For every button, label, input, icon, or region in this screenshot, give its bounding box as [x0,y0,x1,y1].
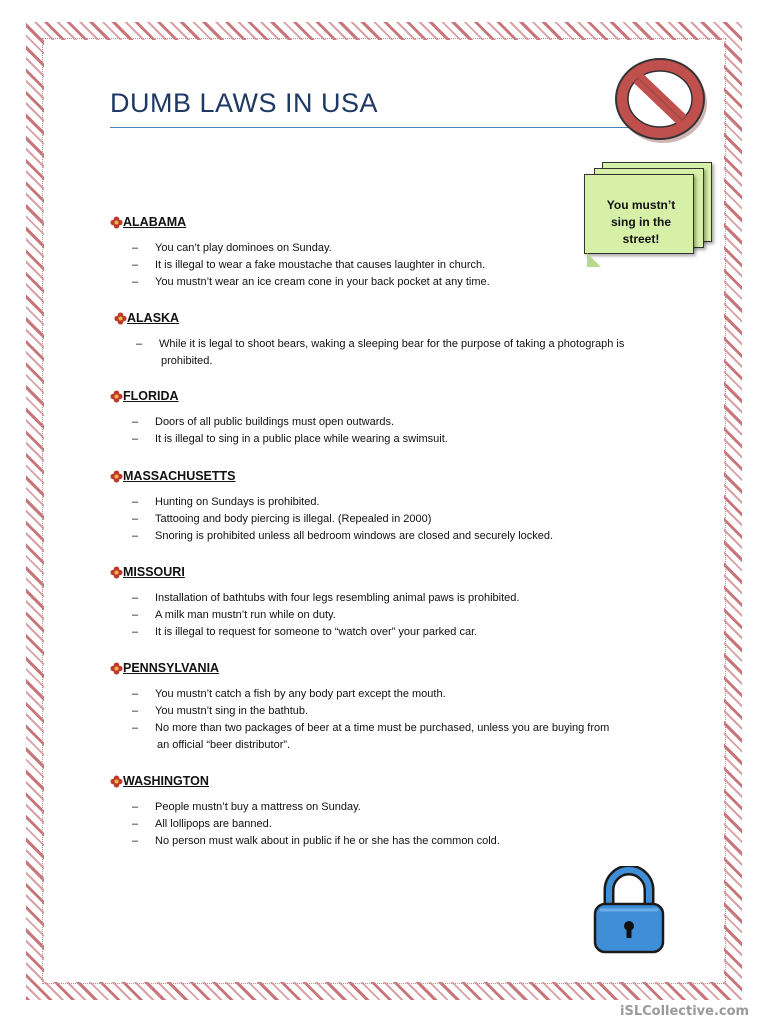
law-item [110,431,670,448]
page-title: DUMB LAWS IN USA [110,88,379,118]
law-list [110,686,670,754]
state-name: FLORIDA [123,389,179,403]
red-flower-bullet-icon [110,566,123,579]
red-flower-bullet-icon [110,662,123,675]
red-flower-bullet-icon [114,312,127,325]
law-text: – Doors of all public buildings must open outwards. [155,416,395,428]
law-text: – A milk man mustn’t run while on duty. [155,609,336,621]
law-item [110,414,670,431]
law-text: – While it is legal to shoot bears, waking a sleeping bear for the purpose of taking a photograph is [159,338,625,350]
state-name: WASHINGTON [123,774,209,788]
red-flower-bullet-icon [110,216,123,229]
law-text: – Installation of bathtubs with four legs resembling animal paws is prohibited. [155,592,520,604]
law-item [110,816,670,833]
law-item [110,240,670,257]
law-text: – It is illegal to sing in a public place while wearing a swimsuit. [155,433,448,445]
state-name: MISSOURI [123,565,185,579]
law-text: prohibited. [161,355,213,367]
law-item [110,274,670,291]
law-text: – It is illegal to request for someone to “watch over” your parked car. [155,626,478,638]
law-text: – You mustn’t catch a fish by any body part except the mouth. [155,688,446,700]
state-heading [114,308,674,328]
law-item [110,257,670,274]
state-heading [110,771,670,791]
law-text: – All lollipops are banned. [155,818,272,830]
law-item [114,336,674,370]
state-section [110,386,670,448]
law-list [110,240,670,291]
note-line: street! [622,232,660,246]
red-flower-bullet-icon [110,470,123,483]
state-heading [110,466,670,486]
law-item [110,511,670,528]
law-item [110,624,670,641]
law-text: – People mustn’t buy a mattress on Sunday. [155,801,361,813]
law-item [110,494,670,511]
state-heading [110,386,670,406]
law-list [114,336,674,370]
law-text: – You mustn’t sing in the bathtub. [155,705,309,717]
no-entry-sign-icon [612,54,710,146]
note-line: You mustn’t [606,198,676,212]
law-text: – No more than two packages of beer at a time must be purchased, unless you are buying from [155,722,610,734]
law-text: – Tattooing and body piercing is illegal. (Repealed in 2000) [155,513,432,525]
law-text: – Snoring is prohibited unless all bedroom windows are closed and securely locked. [155,530,554,542]
law-text: – Hunting on Sundays is prohibited. [155,496,320,508]
law-item [110,799,670,816]
state-name: ALASKA [127,311,180,325]
state-section [110,466,670,545]
law-text: – You mustn’t wear an ice cream cone in your back pocket at any time. [155,276,490,288]
state-section [110,562,670,641]
red-flower-bullet-icon [110,390,123,403]
padlock-icon [592,866,666,956]
state-section [114,308,674,370]
law-item [110,590,670,607]
state-name: ALABAMA [123,215,187,229]
state-heading [110,562,670,582]
law-list [110,799,670,850]
red-flower-bullet-icon [110,775,123,788]
law-item [110,833,670,850]
law-list [110,590,670,641]
state-name: MASSACHUSETTS [123,469,236,483]
state-heading [110,658,670,678]
state-section [110,212,670,291]
law-list [110,494,670,545]
watermark: iSLCollective.com [620,1004,750,1019]
state-name: PENNSYLVANIA [123,661,220,675]
law-item [110,528,670,545]
state-section [110,771,670,850]
law-item [110,720,670,754]
law-item [110,607,670,624]
title-underline [110,127,630,128]
law-text: – It is illegal to wear a fake moustache that causes laughter in church. [155,259,486,271]
law-text: an official “beer distributor”. [157,739,291,751]
law-text: – You can’t play dominoes on Sunday. [155,242,332,254]
state-section [110,658,670,754]
law-item [110,686,670,703]
note-line: sing in the [611,215,671,229]
law-list [110,414,670,448]
law-item [110,703,670,720]
law-text: – No person must walk about in public if he or she has the common cold. [155,835,500,847]
state-heading [110,212,670,232]
